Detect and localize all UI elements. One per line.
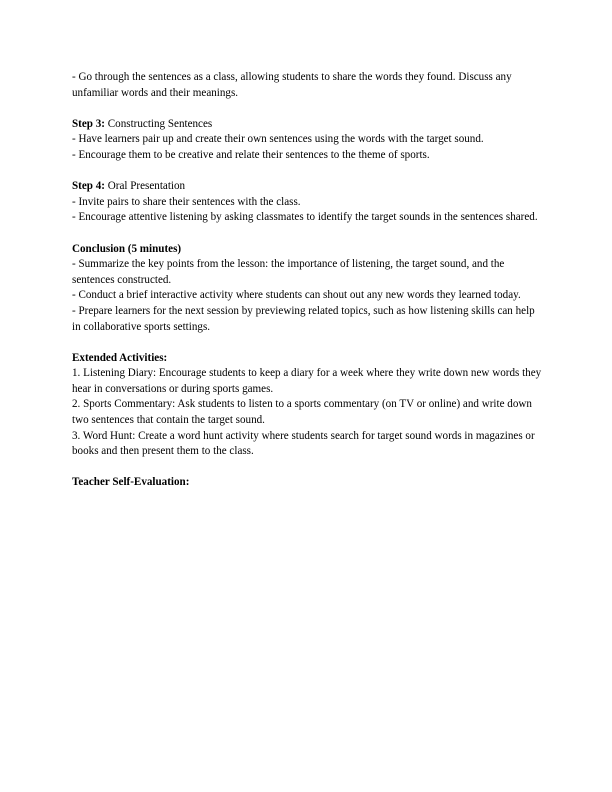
conclusion-bullet: - Summarize the key points from the lesson: the importance of listening, the target sound, and the sentences constructed. <box>72 258 505 286</box>
step-3-bullet: - Encourage them to be creative and relate their sentences to the theme of sports. <box>72 148 430 161</box>
extended-activity-item: 3. Word Hunt: Create a word hunt activity where students search for target sound words in magazines or books and then present them to the class. <box>72 429 535 458</box>
step-4-bullet: - Encourage attentive listening by asking classmates to identify the target sounds in the sentences shared. <box>72 211 538 224</box>
step-4-label: Step 4: <box>72 180 105 193</box>
extended-activity-item: 1. Listening Diary: Encourage students to keep a diary for a week where they write down new words they hear in conversations or during sports games. <box>72 367 542 395</box>
conclusion-section <box>72 242 542 336</box>
step-4-heading <box>72 179 542 195</box>
conclusion-bullet: - Prepare learners for the next session by previewing related topics, such as how listening skills can help in collaborative sports settings. <box>72 304 535 333</box>
discussion-paragraph <box>72 70 542 101</box>
extended-activities-heading: Extended Activities: <box>72 351 168 364</box>
document-body <box>72 70 542 507</box>
step-4-bullet: - Invite pairs to share their sentences with the class. <box>72 195 301 208</box>
step-4-section <box>72 179 542 226</box>
paragraph-line: - Go through the sentences as a class, allowing students to share the words they found. Discuss any unfamiliar words and their meanings. <box>72 71 512 99</box>
extended-activities-section <box>72 351 542 460</box>
extended-activity-item: 2. Sports Commentary: Ask students to listen to a sports commentary (on TV or online) and write down two sentences that contain the target sound. <box>72 398 532 427</box>
conclusion-bullet: - Conduct a brief interactive activity where students can shout out any new words they learned today. <box>72 289 521 302</box>
step-4-title: Oral Presentation <box>104 180 186 193</box>
step-3-bullet: - Have learners pair up and create their own sentences using the words with the target sound. <box>72 133 484 146</box>
self-evaluation-section <box>72 475 542 491</box>
conclusion-heading: Conclusion (5 minutes) <box>72 242 182 255</box>
step-3-title: Constructing Sentences <box>104 117 213 130</box>
step-3-section <box>72 117 542 164</box>
step-3-label: Step 3: <box>72 117 105 130</box>
self-evaluation-heading: Teacher Self-Evaluation: <box>72 476 190 489</box>
step-3-heading <box>72 117 542 133</box>
